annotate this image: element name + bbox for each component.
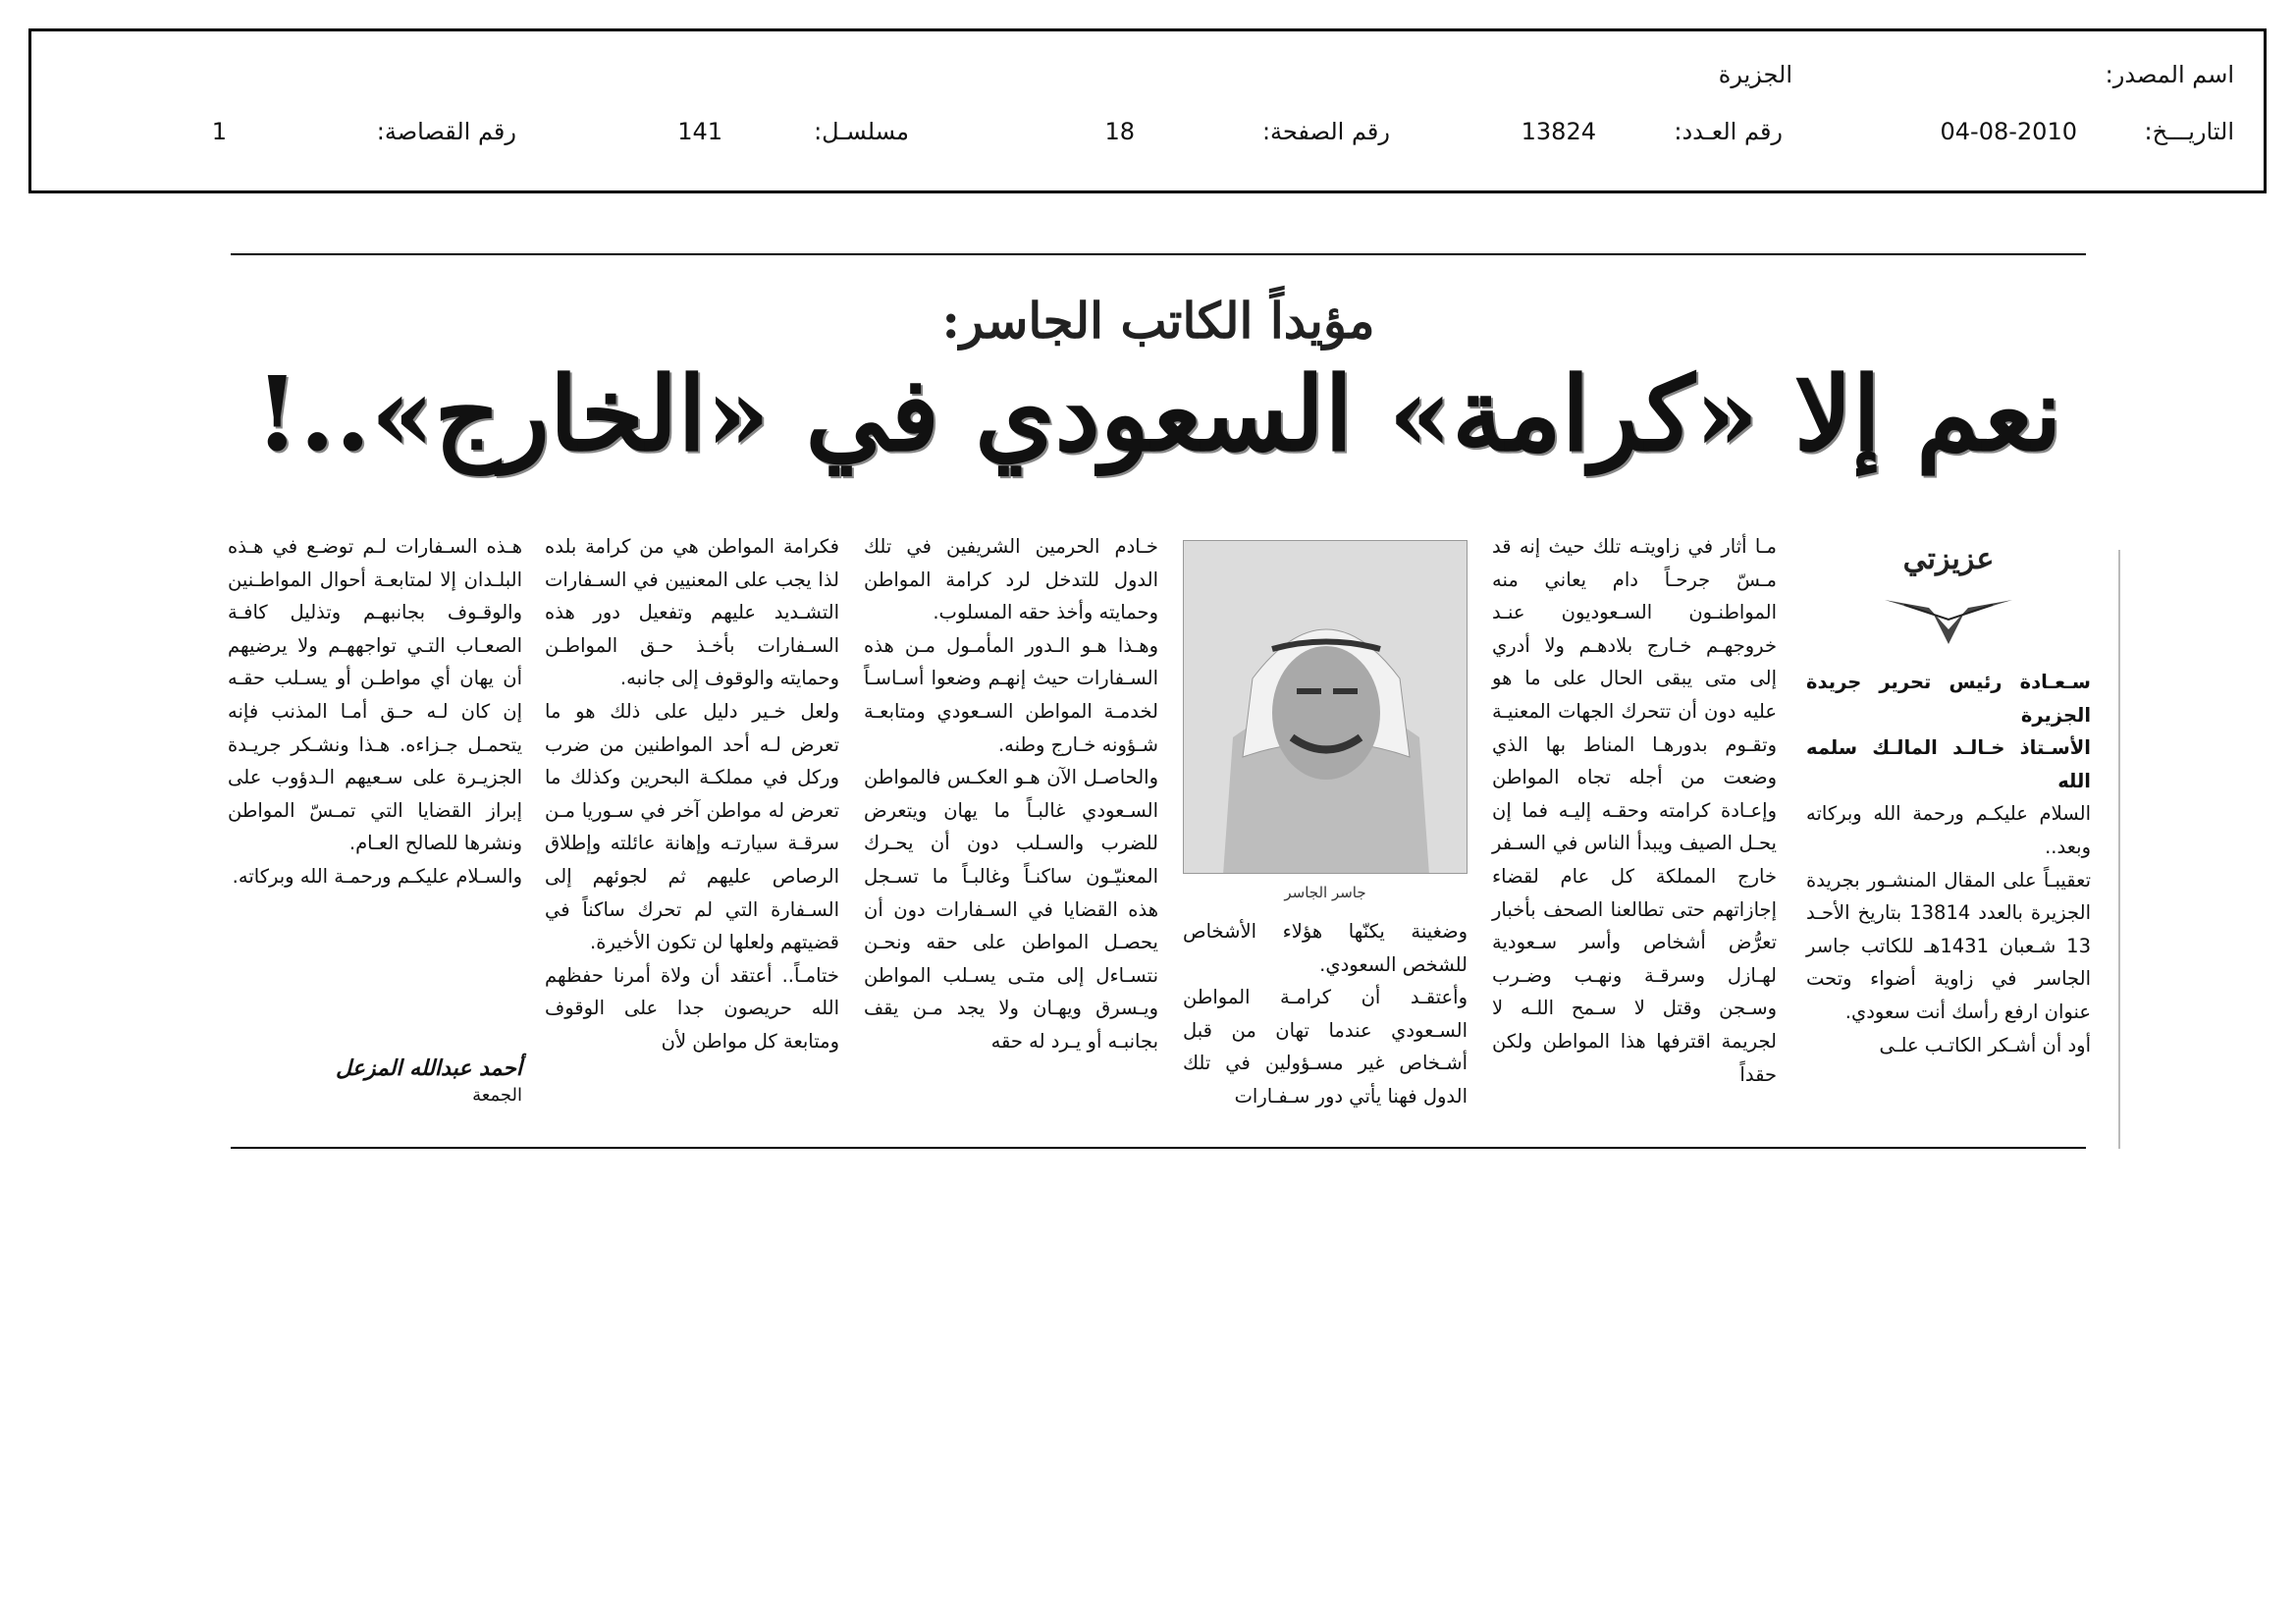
column-4-paragraph-2: وهـذا هـو الـدور المأمـول مـن هذه السـفارات حيث إنهـم وضعوا أسـاسـاً لخدمـة المواطن السـعودي ومتابعـة شـؤونه خـارج وطنه. [864, 633, 1158, 756]
article-column-2 [1492, 530, 1777, 1091]
column-5-paragraph-2: ولعل خـير دليل على ذلك هو ما تعرض لـه أحد المواطنين من ضرب وركل في مملكـة البحرين وكذلك ما تعرض له مواطن آخر في سـوريا مـن سرقـة سيارتـه وإهانة عائلته وإطلاق الرصاص عليهم ثم لجوئهم إلى السـفارة التي لم تحرك ساكناً في قضيتهم ولعلها لن تكون الأخيرة. [545, 699, 839, 954]
column-1-paragraph-4: تعقيبـاً على المقال المنشـور بجريدة الجزيرة بالعدد 13814 بتاريخ الأحـد 13 شـعبان 1431هـ للكاتب جاسر الجاسر في زاوية أضواء وتحت عنوان ارفع رأسك أنت سعودي. [1806, 868, 2091, 1023]
author-signature [228, 1056, 522, 1106]
column-5-paragraph-1: فكرامة المواطن هي من كرامة بلده لذا يجب على المعنيين في السـفارات التشـديد عليهم وتفعيل دور هذه السـفارات بأخـذ حـق المواطـن وحمايته والوقوف إلى جانبه. [545, 535, 839, 690]
article-headline: نعم إلا «كرامة» السعودي في «الخارج»..! [254, 353, 2062, 474]
article-column-4 [864, 530, 1158, 1058]
page-label: رقم الصفحة: [1261, 118, 1390, 145]
bottom-rule [231, 1147, 2086, 1149]
column-4-paragraph-1: خـادم الحرمين الشريفين في تلك الدول للتدخل لرد كرامة المواطن وحمايته وأخذ حقه المسلوب. [864, 535, 1158, 624]
column-1-paragraph-1: سـعـادة رئيس تحرير جريدة الجزيرة [1806, 671, 2091, 727]
source-label: اسم المصدر: [2105, 61, 2234, 88]
column-5-paragraph-3: ختامـاً.. أعتقد أن ولاة أمرنا حفظهم الله حريصون جدا على الوقوف ومتابعة كل مواطن لأن [545, 963, 839, 1053]
column-1-paragraph-5: أود أن أشـكر الكاتـب علـى [1879, 1033, 2091, 1056]
serial-value: 141 [677, 118, 722, 145]
column-6-paragraph-2: والسـلام عليكـم ورحمـة الله وبركاته. [232, 864, 522, 888]
heart-emblem-icon [1875, 580, 2022, 649]
clip-label: رقم القصاصة: [376, 118, 516, 145]
column-3-paragraph-1: وضغينة يكنّها هؤلاء الأشخاص للشخص السعودي. [1183, 920, 1468, 976]
column-2-paragraph-1: مـا أثار في زاويتـه تلك حيث إنه قد مـسّ جرحـاً دام يعاني منه المواطنـون السـعوديون عنـد خروجهـم خـارج بلادهـم ولا أدري إلى متى يبقى الحال على ما هو عليه دون أن تتحرك الجهات المعنيـة وتقـوم بدورهـا المناط بها الذي وضعت من أجله تجاه المواطن وإعـادة كرامته وحقـه إليـه فما إن يحـل الصيف ويبدأ الناس في السـفر خارج المملكة كل عام لقضاء إجازاتهم حتى تطالعنا الصحف بأخبار تعرُّض أشخاص وأسر سـعودية لهـازل وسرقـة ونهـب وضـرب وسـجن وقتل لا سـمح اللـه لا لجريمة اقترفها هذا المواطن ولكن حقداً [1492, 535, 1777, 1086]
issue-label: رقم العـدد: [1674, 118, 1783, 145]
signature-name: أحمد عبدالله المزعل [336, 1056, 522, 1081]
article-column-3 [1183, 915, 1468, 1113]
article-column-1 [1806, 666, 2091, 1061]
article-header [231, 0, 2086, 530]
column-logo-text: عزيزتي [1902, 542, 1995, 576]
date-label: التاريـــخ: [2144, 118, 2234, 145]
column-6-paragraph-1: هـذه السـفارات لـم توضـع في هـذه البلـدان إلا لمتابعـة أحوال المواطـنين والوقـوف بجانبهـم وتذليل كافـة الصعـاب التـي تواجههـم ولا يرضيهم أن يهان أي مواطـن أو يسـلب حقـه إن كان لـه حـق أمـا المذنب فإنه يتحمـل جـزاءه. هـذا ونشـكر جريـدة الجزيـرة على سـعيهم الـدؤوب على إبراز القضايا التي تمـسّ المواطن ونشرها للصالح العـام. [228, 535, 522, 855]
author-photo [1183, 540, 1468, 874]
column-1-paragraph-3: السلام عليكـم ورحمة الله وبركاته وبعد.. [1806, 802, 2091, 858]
column-logo [1870, 542, 2027, 660]
photo-caption: جاسر الجاسر [1284, 884, 1366, 901]
column-1-paragraph-2: الأسـتاذ خـالـد المالـك سلمه الله [1806, 736, 2091, 792]
article-kicker: مؤيداً الكاتب الجاسر: [941, 292, 1375, 350]
portrait-icon [1184, 541, 1468, 874]
date-value: 04-08-2010 [1940, 118, 2077, 145]
right-edge-rule [2118, 550, 2120, 1149]
column-3-paragraph-2: وأعتقـد أن كرامـة المواطن السـعودي عندما تهان من قبل أشـخاص غير مسـؤولين في تلك الدول فهنا يأتي دور سـفـارات [1183, 986, 1468, 1108]
article-column-6 [228, 530, 522, 893]
article-column-5 [545, 530, 839, 1058]
clip-value: 1 [211, 118, 227, 145]
serial-label: مسلسـل: [814, 118, 909, 145]
signature-place: الجمعة [472, 1085, 522, 1106]
source-value: الجزيرة [1718, 61, 1792, 88]
column-4-paragraph-3: والحاصـل الآن هـو العكـس فالمواطن السـعودي غالبـاً ما يهان ويتعرض للضرب والسـلب دون أن يحـرك المعنيّـون ساكنـاً وغالبـاً ما تسـجل هذه القضايا في السـفارات دون أن يحصـل المواطن على حقه ونحـن نتسـاءل إلى متـى يسـلب المواطن ويـسرق ويهـان ولا يجد مـن يقف بجانبـه أو يـرد له حقه [864, 766, 1158, 1053]
page-value: 18 [1104, 118, 1135, 145]
issue-value: 13824 [1521, 118, 1596, 145]
